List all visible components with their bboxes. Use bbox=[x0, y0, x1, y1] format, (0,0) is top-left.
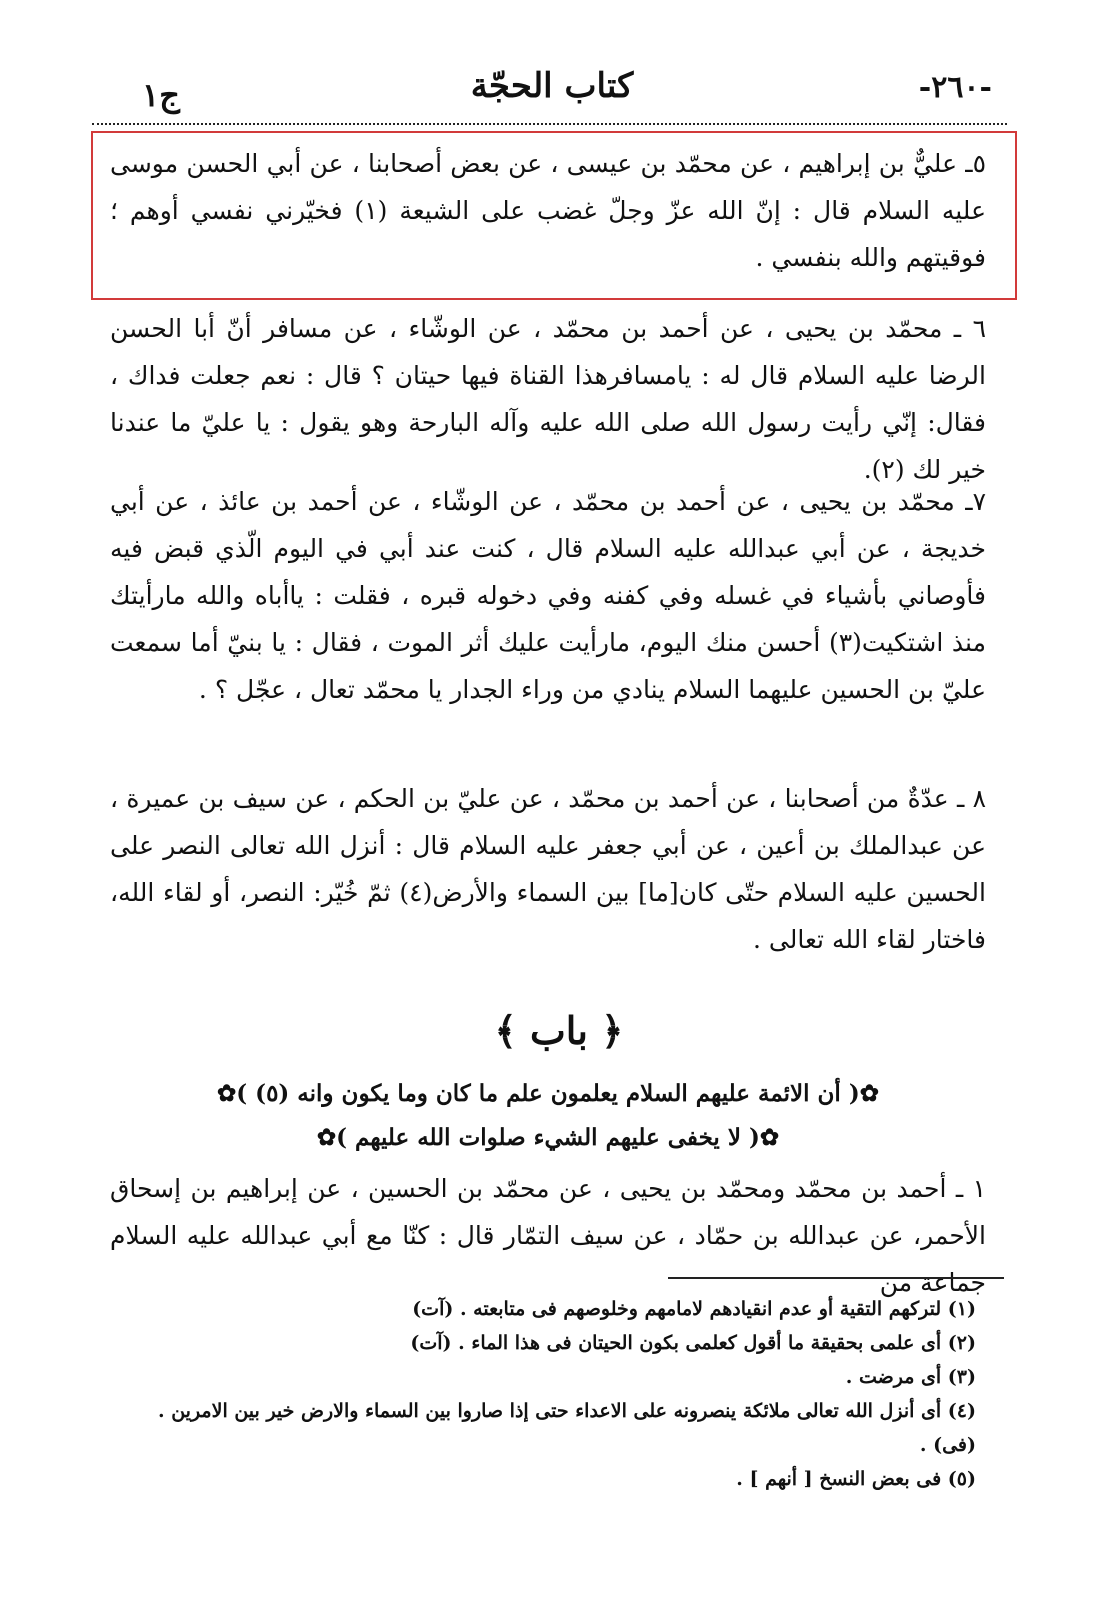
page-header bbox=[112, 62, 992, 118]
page-number: -٢٦٠- bbox=[918, 70, 992, 105]
chapter-title-line-1: ✿( أن الائمة عليهم السلام يعلمون علم ما كان وما يكون وانه (٥) )✿ bbox=[217, 1080, 879, 1107]
footnote-1: (١) لتركهم التقية أو عدم انقيادهم لامامهم وخلوصهم فى متابعته . (آت) bbox=[412, 1298, 976, 1320]
hadith-7 bbox=[110, 478, 986, 713]
running-title: كتاب الحجّة bbox=[470, 66, 634, 106]
footnotes bbox=[110, 1292, 976, 1496]
footnote-4: (٤) أى أنزل الله تعالى ملائكة ينصرونه على الاعداء حتى إذا صاروا بين السماء والارض خير بين الامرين . (فى) . bbox=[157, 1400, 976, 1456]
hadith-8 bbox=[110, 775, 986, 963]
chapter-hadith-1 bbox=[110, 1165, 986, 1306]
footnote-3: (٣) أى مرضت . bbox=[845, 1366, 976, 1388]
header-divider bbox=[92, 123, 1007, 125]
hadith-text: ١ ـ أحمد بن محمّد ومحمّد بن يحيى ، عن محمّد بن الحسين ، عن إبراهيم بن إسحاق الأحمر، عن عبدالله بن حمّاد ، عن سيف التمّار قال : كنّا مع أبي عبدالله عليه السلام جماعة من bbox=[110, 1174, 986, 1297]
hadith-text: ٥ـ عليٌّ بن إبراهيم ، عن محمّد بن عيسى ، عن بعض أصحابنا ، عن أبي الحسن موسى عليه السلام قال : إنّ الله عزّ وجلّ غضب على الشيعة (١) فخيّرني نفسي أوهم ؛ فوقيتهم والله بنفسي . bbox=[110, 149, 987, 272]
hadith-text: ٨ ـ عدّةٌ من أصحابنا ، عن أحمد بن محمّد ، عن عليّ بن الحكم ، عن سيف بن عميرة ، عن عبدالملك بن أعين ، عن أبي جعفر عليه السلام قال : أنزل الله تعالى النصر على الحسين عليه السلام حتّى كان[ما] بين السماء والأرض(٤) ثمّ خُيّر: النصر، أو لقاء الله، فاختار لقاء الله تعالى . bbox=[110, 784, 986, 954]
footnote-divider bbox=[668, 1277, 1004, 1279]
hadith-text: ٦ ـ محمّد بن يحيى ، عن أحمد بن محمّد ، عن الوشّاء ، عن مسافر أنّ أبا الحسن الرضا عليه السلام قال له : يامسافرهذا القناة فيها حيتان ؟ قال : نعم جعلت فداك ، فقال: إنّي رأيت رسول الله صلى الله عليه وآله البارحة وهو يقول : يا عليّ ما عندنا خير لك (٢). bbox=[110, 314, 986, 484]
chapter-title-line-2: ✿( لا يخفى عليهم الشيء صلوات الله عليهم )✿ bbox=[316, 1124, 780, 1151]
hadith-text: ٧ـ محمّد بن يحيى ، عن أحمد بن محمّد ، عن الوشّاء ، عن أحمد بن عائذ ، عن أبي خديجة ، عن أبي عبدالله عليه السلام قال ، كنت عند أبي في اليوم الّذي قبض فيه فأوصاني بأشياء في غسله وفي كفنه وفي دخوله قبره ، فقلت : ياأباه والله مارأيتك منذ اشتكيت(٣) أحسن منك اليوم، مارأيت عليك أثر الموت ، فقال : يا بنيّ أما سمعت عليّ بن الحسين عليهما السلام ينادي من وراء الجدار يا محمّد تعال ، عجّل ؟ . bbox=[110, 487, 986, 704]
volume-label: ج١ bbox=[142, 76, 180, 114]
footnote-2: (٢) أى علمى بحقيقة ما أقول كعلمى بكون الحيتان فى هذا الماء . (آت) bbox=[410, 1332, 976, 1354]
hadith-6 bbox=[110, 305, 986, 493]
chapter-label: ﴿ باب ﴾ bbox=[494, 1008, 624, 1053]
footnote-5: (٥) فى بعض النسخ [ أنهم ] . bbox=[736, 1468, 976, 1490]
hadith-5 bbox=[110, 140, 986, 281]
